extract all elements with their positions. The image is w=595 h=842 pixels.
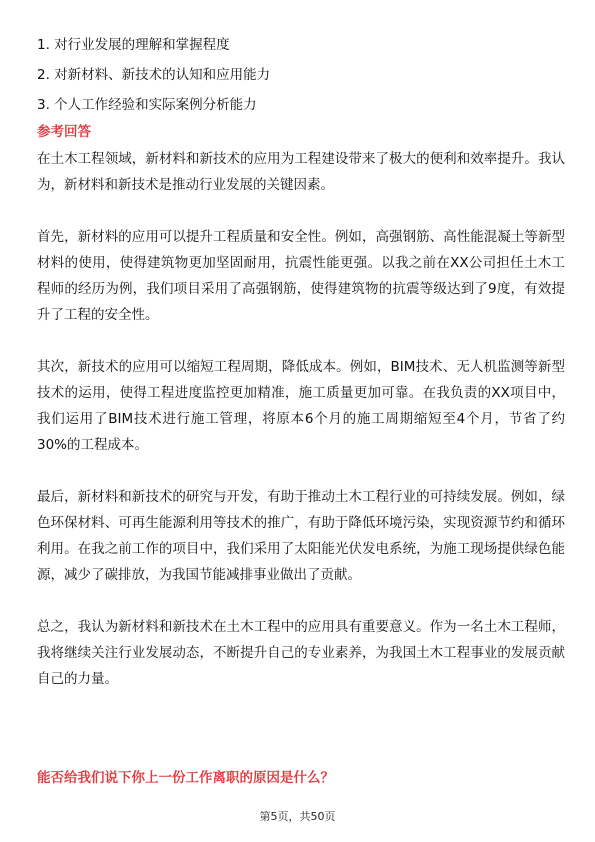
answer-paragraph: 其次，新技术的应用可以缩短工程周期，降低成本。例如，BIM技术、无人机监测等新型技术的运用，使得工程进度监控更加精准，施工质量更加可靠。在我负责的XX项目中，我们运用了BIM技术进行施工管理，将原本6个月的施工周期缩短至4个月，节省了约30%的工程成本。 — [37, 359, 565, 453]
criteria-item: 3. 个人工作经验和实际案例分析能力 — [37, 97, 257, 113]
reference-answer-heading: 参考回答 — [37, 124, 91, 140]
page-number-footer: 第5页，共50页 — [259, 810, 336, 823]
criteria-item: 1. 对行业发展的理解和掌握程度 — [37, 37, 230, 53]
answer-paragraph: 首先，新材料的应用可以提升工程质量和安全性。例如，高强钢筋、高性能混凝土等新型材料的使用，使得建筑物更加坚固耐用，抗震性能更强。以我之前在XX公司担任土木工程师的经历为例，我们项目采用了高强钢筋，使得建筑物的抗震等级达到了9度，有效提升了工程的安全性。 — [37, 229, 565, 323]
answer-paragraph: 总之，我认为新材料和新技术在土木工程中的应用具有重要意义。作为一名土木工程师，我将继续关注行业发展动态，不断提升自己的专业素养，为我国土木工程事业的发展贡献自己的力量。 — [37, 619, 565, 687]
next-question-heading: 能否给我们说下你上一份工作离职的原因是什么？ — [37, 770, 334, 786]
evaluation-criteria-list — [37, 30, 270, 120]
answer-paragraph: 最后，新材料和新技术的研究与开发，有助于推动土木工程行业的可持续发展。例如，绿色环保材料、可再生能源利用等技术的推广，有助于降低环境污染，实现资源节约和循环利用。在我之前工作的项目中，我们采用了太阳能光伏发电系统，为施工现场提供绿色能源，减少了碳排放，为我国节能减排事业做出了贡献。 — [37, 489, 565, 583]
criteria-item: 2. 对新材料、新技术的认知和应用能力 — [37, 67, 271, 83]
answer-paragraph: 在土木工程领域，新材料和新技术的应用为工程建设带来了极大的便利和效率提升。我认为，新材料和新技术是推动行业发展的关键因素。 — [37, 151, 565, 193]
reference-answer-body — [37, 146, 565, 718]
